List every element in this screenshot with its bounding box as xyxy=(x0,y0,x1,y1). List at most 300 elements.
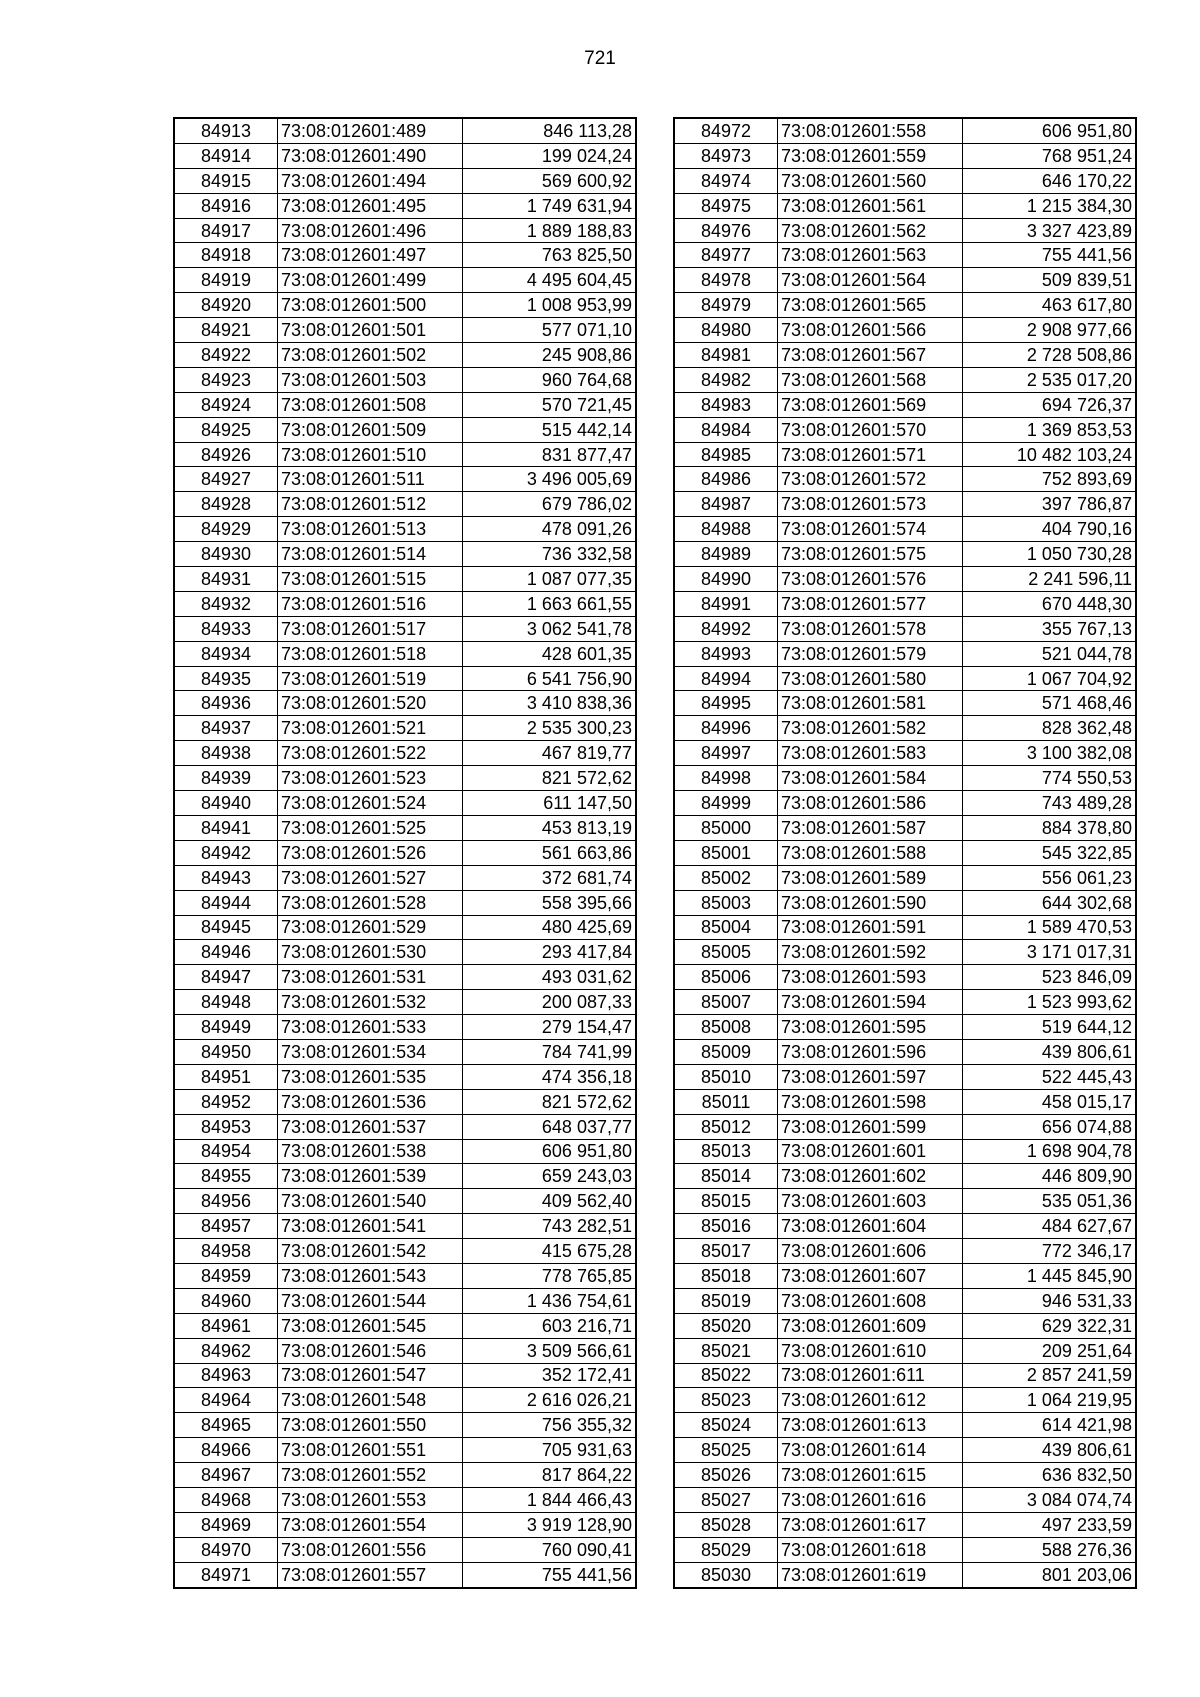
row-number-cell: 85029 xyxy=(674,1537,778,1562)
table-row xyxy=(674,1214,1136,1239)
cadastral-number-cell: 73:08:012601:599 xyxy=(778,1114,963,1139)
value-cell: 784 741,99 xyxy=(463,1039,637,1064)
row-number-cell: 84964 xyxy=(174,1388,278,1413)
table-row xyxy=(174,1562,636,1587)
cadastral-number-cell: 73:08:012601:534 xyxy=(278,1039,463,1064)
cadastral-number-cell: 73:08:012601:571 xyxy=(778,442,963,467)
value-cell: 523 846,09 xyxy=(963,965,1137,990)
row-number-cell: 84968 xyxy=(174,1487,278,1512)
cadastral-number-cell: 73:08:012601:559 xyxy=(778,143,963,168)
cadastral-number-cell: 73:08:012601:541 xyxy=(278,1214,463,1239)
table-row xyxy=(174,517,636,542)
cadastral-number-cell: 73:08:012601:512 xyxy=(278,492,463,517)
table-row xyxy=(674,542,1136,567)
cadastral-number-cell: 73:08:012601:606 xyxy=(778,1239,963,1264)
value-cell: 3 171 017,31 xyxy=(963,940,1137,965)
value-cell: 352 172,41 xyxy=(463,1363,637,1388)
value-cell: 279 154,47 xyxy=(463,1015,637,1040)
row-number-cell: 84934 xyxy=(174,641,278,666)
row-number-cell: 85017 xyxy=(674,1239,778,1264)
table-row xyxy=(674,815,1136,840)
table-row xyxy=(674,666,1136,691)
row-number-cell: 84937 xyxy=(174,716,278,741)
cadastral-number-cell: 73:08:012601:592 xyxy=(778,940,963,965)
table-row xyxy=(674,318,1136,343)
cadastral-number-cell: 73:08:012601:569 xyxy=(778,392,963,417)
cadastral-number-cell: 73:08:012601:575 xyxy=(778,542,963,567)
value-cell: 629 322,31 xyxy=(963,1313,1137,1338)
cadastral-number-cell: 73:08:012601:508 xyxy=(278,392,463,417)
cadastral-number-cell: 73:08:012601:591 xyxy=(778,915,963,940)
cadastral-number-cell: 73:08:012601:533 xyxy=(278,1015,463,1040)
row-number-cell: 84991 xyxy=(674,591,778,616)
value-cell: 3 410 838,36 xyxy=(463,691,637,716)
cadastral-number-cell: 73:08:012601:489 xyxy=(278,118,463,143)
value-cell: 2 908 977,66 xyxy=(963,318,1137,343)
cadastral-number-cell: 73:08:012601:500 xyxy=(278,293,463,318)
row-number-cell: 84958 xyxy=(174,1239,278,1264)
cadastral-number-cell: 73:08:012601:536 xyxy=(278,1089,463,1114)
cadastral-number-cell: 73:08:012601:615 xyxy=(778,1463,963,1488)
cadastral-number-cell: 73:08:012601:560 xyxy=(778,168,963,193)
value-cell: 439 806,61 xyxy=(963,1438,1137,1463)
row-number-cell: 84973 xyxy=(674,143,778,168)
row-number-cell: 84921 xyxy=(174,318,278,343)
row-number-cell: 84932 xyxy=(174,591,278,616)
value-cell: 453 813,19 xyxy=(463,815,637,840)
row-number-cell: 84930 xyxy=(174,542,278,567)
row-number-cell: 85003 xyxy=(674,890,778,915)
cadastral-number-cell: 73:08:012601:607 xyxy=(778,1263,963,1288)
cadastral-number-cell: 73:08:012601:538 xyxy=(278,1139,463,1164)
value-cell: 3 327 423,89 xyxy=(963,218,1137,243)
row-number-cell: 85011 xyxy=(674,1089,778,1114)
table-row xyxy=(674,492,1136,517)
cadastral-number-cell: 73:08:012601:509 xyxy=(278,417,463,442)
cadastral-number-cell: 73:08:012601:553 xyxy=(278,1487,463,1512)
value-cell: 355 767,13 xyxy=(963,616,1137,641)
page-number: 721 xyxy=(584,48,616,69)
table-row xyxy=(174,691,636,716)
value-cell: 570 721,45 xyxy=(463,392,637,417)
row-number-cell: 84935 xyxy=(174,666,278,691)
cadastral-number-cell: 73:08:012601:596 xyxy=(778,1039,963,1064)
cadastral-number-cell: 73:08:012601:539 xyxy=(278,1164,463,1189)
table-row xyxy=(174,442,636,467)
value-cell: 556 061,23 xyxy=(963,865,1137,890)
cadastral-number-cell: 73:08:012601:510 xyxy=(278,442,463,467)
table-row xyxy=(174,492,636,517)
table-row xyxy=(174,1064,636,1089)
table-row xyxy=(174,243,636,268)
value-cell: 519 644,12 xyxy=(963,1015,1137,1040)
table-row xyxy=(174,1338,636,1363)
row-number-cell: 84952 xyxy=(174,1089,278,1114)
cadastral-number-cell: 73:08:012601:578 xyxy=(778,616,963,641)
cadastral-number-cell: 73:08:012601:527 xyxy=(278,865,463,890)
cadastral-number-cell: 73:08:012601:529 xyxy=(278,915,463,940)
table-row xyxy=(674,1039,1136,1064)
value-cell: 372 681,74 xyxy=(463,865,637,890)
row-number-cell: 85022 xyxy=(674,1363,778,1388)
table-row xyxy=(174,641,636,666)
cadastral-number-cell: 73:08:012601:579 xyxy=(778,641,963,666)
cadastral-number-cell: 73:08:012601:574 xyxy=(778,517,963,542)
value-cell: 493 031,62 xyxy=(463,965,637,990)
cadastral-number-cell: 73:08:012601:495 xyxy=(278,193,463,218)
table-row xyxy=(174,218,636,243)
table-row xyxy=(174,865,636,890)
cadastral-number-cell: 73:08:012601:616 xyxy=(778,1487,963,1512)
cadastral-number-cell: 73:08:012601:589 xyxy=(778,865,963,890)
row-number-cell: 84946 xyxy=(174,940,278,965)
row-number-cell: 84997 xyxy=(674,741,778,766)
cadastral-number-cell: 73:08:012601:583 xyxy=(778,741,963,766)
table-row xyxy=(174,1263,636,1288)
table-row xyxy=(674,517,1136,542)
cadastral-number-cell: 73:08:012601:597 xyxy=(778,1064,963,1089)
cadastral-number-cell: 73:08:012601:502 xyxy=(278,343,463,368)
table-row xyxy=(674,1139,1136,1164)
value-cell: 755 441,56 xyxy=(963,243,1137,268)
value-cell: 2 535 300,23 xyxy=(463,716,637,741)
cadastral-number-cell: 73:08:012601:490 xyxy=(278,143,463,168)
row-number-cell: 84971 xyxy=(174,1562,278,1587)
row-number-cell: 84995 xyxy=(674,691,778,716)
table-row xyxy=(674,168,1136,193)
row-number-cell: 85002 xyxy=(674,865,778,890)
value-cell: 755 441,56 xyxy=(463,1562,637,1587)
table-row xyxy=(674,268,1136,293)
row-number-cell: 84944 xyxy=(174,890,278,915)
value-cell: 1 844 466,43 xyxy=(463,1487,637,1512)
row-number-cell: 84941 xyxy=(174,815,278,840)
row-number-cell: 85010 xyxy=(674,1064,778,1089)
value-cell: 397 786,87 xyxy=(963,492,1137,517)
row-number-cell: 84948 xyxy=(174,990,278,1015)
row-number-cell: 84942 xyxy=(174,840,278,865)
row-number-cell: 85030 xyxy=(674,1562,778,1587)
table-row xyxy=(174,343,636,368)
row-number-cell: 84926 xyxy=(174,442,278,467)
row-number-cell: 84978 xyxy=(674,268,778,293)
table-row xyxy=(674,143,1136,168)
table-row xyxy=(674,1363,1136,1388)
cadastral-number-cell: 73:08:012601:546 xyxy=(278,1338,463,1363)
row-number-cell: 84924 xyxy=(174,392,278,417)
cadastral-number-cell: 73:08:012601:570 xyxy=(778,417,963,442)
cadastral-number-cell: 73:08:012601:573 xyxy=(778,492,963,517)
cadastral-number-cell: 73:08:012601:580 xyxy=(778,666,963,691)
cadastral-number-cell: 73:08:012601:564 xyxy=(778,268,963,293)
table-row xyxy=(674,791,1136,816)
row-number-cell: 84982 xyxy=(674,367,778,392)
row-number-cell: 85016 xyxy=(674,1214,778,1239)
row-number-cell: 84980 xyxy=(674,318,778,343)
value-cell: 1 215 384,30 xyxy=(963,193,1137,218)
value-cell: 644 302,68 xyxy=(963,890,1137,915)
value-cell: 743 282,51 xyxy=(463,1214,637,1239)
value-cell: 2 535 017,20 xyxy=(963,367,1137,392)
row-number-cell: 84927 xyxy=(174,467,278,492)
row-number-cell: 85012 xyxy=(674,1114,778,1139)
table-row xyxy=(174,616,636,641)
value-cell: 1 445 845,90 xyxy=(963,1263,1137,1288)
row-number-cell: 84965 xyxy=(174,1413,278,1438)
cadastral-number-cell: 73:08:012601:551 xyxy=(278,1438,463,1463)
table-row xyxy=(174,940,636,965)
cadastral-number-cell: 73:08:012601:517 xyxy=(278,616,463,641)
table-row xyxy=(674,1015,1136,1040)
row-number-cell: 85019 xyxy=(674,1288,778,1313)
value-cell: 801 203,06 xyxy=(963,1562,1137,1587)
value-cell: 821 572,62 xyxy=(463,766,637,791)
cadastral-number-cell: 73:08:012601:598 xyxy=(778,1089,963,1114)
cadastral-number-cell: 73:08:012601:522 xyxy=(278,741,463,766)
cadastral-number-cell: 73:08:012601:601 xyxy=(778,1139,963,1164)
row-number-cell: 84987 xyxy=(674,492,778,517)
row-number-cell: 84966 xyxy=(174,1438,278,1463)
value-cell: 509 839,51 xyxy=(963,268,1137,293)
value-cell: 521 044,78 xyxy=(963,641,1137,666)
row-number-cell: 84953 xyxy=(174,1114,278,1139)
table-row xyxy=(174,542,636,567)
value-cell: 535 051,36 xyxy=(963,1189,1137,1214)
row-number-cell: 84956 xyxy=(174,1189,278,1214)
cadastral-number-cell: 73:08:012601:586 xyxy=(778,791,963,816)
row-number-cell: 84931 xyxy=(174,567,278,592)
table-row xyxy=(174,666,636,691)
table-row xyxy=(674,118,1136,143)
row-number-cell: 84915 xyxy=(174,168,278,193)
value-cell: 458 015,17 xyxy=(963,1089,1137,1114)
value-cell: 2 241 596,11 xyxy=(963,567,1137,592)
left-table xyxy=(173,117,637,1589)
row-number-cell: 85021 xyxy=(674,1338,778,1363)
cadastral-number-cell: 73:08:012601:554 xyxy=(278,1512,463,1537)
cadastral-number-cell: 73:08:012601:524 xyxy=(278,791,463,816)
value-cell: 480 425,69 xyxy=(463,915,637,940)
cadastral-number-cell: 73:08:012601:514 xyxy=(278,542,463,567)
value-cell: 760 090,41 xyxy=(463,1537,637,1562)
value-cell: 694 726,37 xyxy=(963,392,1137,417)
row-number-cell: 84972 xyxy=(674,118,778,143)
table-row xyxy=(674,417,1136,442)
value-cell: 3 509 566,61 xyxy=(463,1338,637,1363)
row-number-cell: 84936 xyxy=(174,691,278,716)
value-cell: 561 663,86 xyxy=(463,840,637,865)
value-cell: 831 877,47 xyxy=(463,442,637,467)
value-cell: 1 698 904,78 xyxy=(963,1139,1137,1164)
row-number-cell: 85008 xyxy=(674,1015,778,1040)
table-row xyxy=(674,890,1136,915)
value-cell: 3 062 541,78 xyxy=(463,616,637,641)
row-number-cell: 85027 xyxy=(674,1487,778,1512)
cadastral-number-cell: 73:08:012601:558 xyxy=(778,118,963,143)
table-row xyxy=(674,193,1136,218)
table-row xyxy=(174,168,636,193)
table-row xyxy=(674,616,1136,641)
row-number-cell: 84975 xyxy=(674,193,778,218)
row-number-cell: 85000 xyxy=(674,815,778,840)
row-number-cell: 85001 xyxy=(674,840,778,865)
cadastral-number-cell: 73:08:012601:537 xyxy=(278,1114,463,1139)
table-row xyxy=(674,915,1136,940)
value-cell: 646 170,22 xyxy=(963,168,1137,193)
table-row xyxy=(174,293,636,318)
table-row xyxy=(174,1388,636,1413)
cadastral-number-cell: 73:08:012601:613 xyxy=(778,1413,963,1438)
row-number-cell: 84974 xyxy=(674,168,778,193)
cadastral-number-cell: 73:08:012601:603 xyxy=(778,1189,963,1214)
cadastral-number-cell: 73:08:012601:612 xyxy=(778,1388,963,1413)
value-cell: 6 541 756,90 xyxy=(463,666,637,691)
value-cell: 484 627,67 xyxy=(963,1214,1137,1239)
row-number-cell: 84949 xyxy=(174,1015,278,1040)
table-row xyxy=(174,392,636,417)
cadastral-number-cell: 73:08:012601:584 xyxy=(778,766,963,791)
row-number-cell: 84998 xyxy=(674,766,778,791)
cadastral-number-cell: 73:08:012601:562 xyxy=(778,218,963,243)
value-cell: 884 378,80 xyxy=(963,815,1137,840)
value-cell: 752 893,69 xyxy=(963,467,1137,492)
row-number-cell: 84985 xyxy=(674,442,778,467)
table-row xyxy=(174,1139,636,1164)
table-row xyxy=(174,1363,636,1388)
value-cell: 2 616 026,21 xyxy=(463,1388,637,1413)
value-cell: 428 601,35 xyxy=(463,641,637,666)
value-cell: 293 417,84 xyxy=(463,940,637,965)
row-number-cell: 84917 xyxy=(174,218,278,243)
value-cell: 778 765,85 xyxy=(463,1263,637,1288)
value-cell: 772 346,17 xyxy=(963,1239,1137,1264)
value-cell: 817 864,22 xyxy=(463,1463,637,1488)
table-row xyxy=(174,1164,636,1189)
value-cell: 209 251,64 xyxy=(963,1338,1137,1363)
table-row xyxy=(674,865,1136,890)
table-row xyxy=(174,1463,636,1488)
row-number-cell: 84918 xyxy=(174,243,278,268)
table-row xyxy=(674,1338,1136,1363)
cadastral-number-cell: 73:08:012601:540 xyxy=(278,1189,463,1214)
value-cell: 577 071,10 xyxy=(463,318,637,343)
row-number-cell: 85020 xyxy=(674,1313,778,1338)
cadastral-number-cell: 73:08:012601:528 xyxy=(278,890,463,915)
value-cell: 474 356,18 xyxy=(463,1064,637,1089)
table-row xyxy=(674,591,1136,616)
value-cell: 1 749 631,94 xyxy=(463,193,637,218)
table-row xyxy=(174,118,636,143)
row-number-cell: 85023 xyxy=(674,1388,778,1413)
cadastral-number-cell: 73:08:012601:494 xyxy=(278,168,463,193)
table-row xyxy=(674,1089,1136,1114)
table-row xyxy=(174,467,636,492)
value-cell: 656 074,88 xyxy=(963,1114,1137,1139)
cadastral-number-cell: 73:08:012601:547 xyxy=(278,1363,463,1388)
table-row xyxy=(174,840,636,865)
cadastral-number-cell: 73:08:012601:561 xyxy=(778,193,963,218)
table-row xyxy=(674,1438,1136,1463)
cadastral-number-cell: 73:08:012601:576 xyxy=(778,567,963,592)
cadastral-number-cell: 73:08:012601:501 xyxy=(278,318,463,343)
table-row xyxy=(674,641,1136,666)
table-row xyxy=(674,1463,1136,1488)
cadastral-number-cell: 73:08:012601:531 xyxy=(278,965,463,990)
table-row xyxy=(174,1114,636,1139)
table-row xyxy=(174,143,636,168)
value-cell: 1 050 730,28 xyxy=(963,542,1137,567)
cadastral-number-cell: 73:08:012601:617 xyxy=(778,1512,963,1537)
cadastral-number-cell: 73:08:012601:619 xyxy=(778,1562,963,1587)
cadastral-number-cell: 73:08:012601:543 xyxy=(278,1263,463,1288)
cadastral-number-cell: 73:08:012601:568 xyxy=(778,367,963,392)
value-cell: 659 243,03 xyxy=(463,1164,637,1189)
value-cell: 245 908,86 xyxy=(463,343,637,368)
row-number-cell: 85013 xyxy=(674,1139,778,1164)
row-number-cell: 84988 xyxy=(674,517,778,542)
cadastral-number-cell: 73:08:012601:496 xyxy=(278,218,463,243)
row-number-cell: 84933 xyxy=(174,616,278,641)
table-row xyxy=(674,1313,1136,1338)
row-number-cell: 84969 xyxy=(174,1512,278,1537)
table-row xyxy=(174,1189,636,1214)
value-cell: 614 421,98 xyxy=(963,1413,1137,1438)
value-cell: 522 445,43 xyxy=(963,1064,1137,1089)
cadastral-number-cell: 73:08:012601:503 xyxy=(278,367,463,392)
value-cell: 768 951,24 xyxy=(963,143,1137,168)
table-row xyxy=(674,243,1136,268)
cadastral-number-cell: 73:08:012601:595 xyxy=(778,1015,963,1040)
table-row xyxy=(674,1562,1136,1587)
table-row xyxy=(674,1413,1136,1438)
value-cell: 4 495 604,45 xyxy=(463,268,637,293)
table-row xyxy=(674,218,1136,243)
table-row xyxy=(674,293,1136,318)
value-cell: 200 087,33 xyxy=(463,990,637,1015)
table-row xyxy=(174,890,636,915)
row-number-cell: 84919 xyxy=(174,268,278,293)
value-cell: 846 113,28 xyxy=(463,118,637,143)
value-cell: 463 617,80 xyxy=(963,293,1137,318)
row-number-cell: 84947 xyxy=(174,965,278,990)
table-row xyxy=(174,1413,636,1438)
value-cell: 611 147,50 xyxy=(463,791,637,816)
table-row xyxy=(174,1313,636,1338)
table-row xyxy=(174,417,636,442)
value-cell: 2 728 508,86 xyxy=(963,343,1137,368)
value-cell: 774 550,53 xyxy=(963,766,1137,791)
cadastral-number-cell: 73:08:012601:566 xyxy=(778,318,963,343)
table-row xyxy=(674,766,1136,791)
table-row xyxy=(174,268,636,293)
table-row xyxy=(174,766,636,791)
value-cell: 960 764,68 xyxy=(463,367,637,392)
cadastral-number-cell: 73:08:012601:526 xyxy=(278,840,463,865)
value-cell: 743 489,28 xyxy=(963,791,1137,816)
table-row xyxy=(174,1438,636,1463)
row-number-cell: 84993 xyxy=(674,641,778,666)
value-cell: 648 037,77 xyxy=(463,1114,637,1139)
value-cell: 558 395,66 xyxy=(463,890,637,915)
row-number-cell: 84970 xyxy=(174,1537,278,1562)
cadastral-number-cell: 73:08:012601:611 xyxy=(778,1363,963,1388)
value-cell: 1 889 188,83 xyxy=(463,218,637,243)
table-row xyxy=(674,392,1136,417)
row-number-cell: 85009 xyxy=(674,1039,778,1064)
table-row xyxy=(174,193,636,218)
row-number-cell: 84913 xyxy=(174,118,278,143)
value-cell: 10 482 103,24 xyxy=(963,442,1137,467)
